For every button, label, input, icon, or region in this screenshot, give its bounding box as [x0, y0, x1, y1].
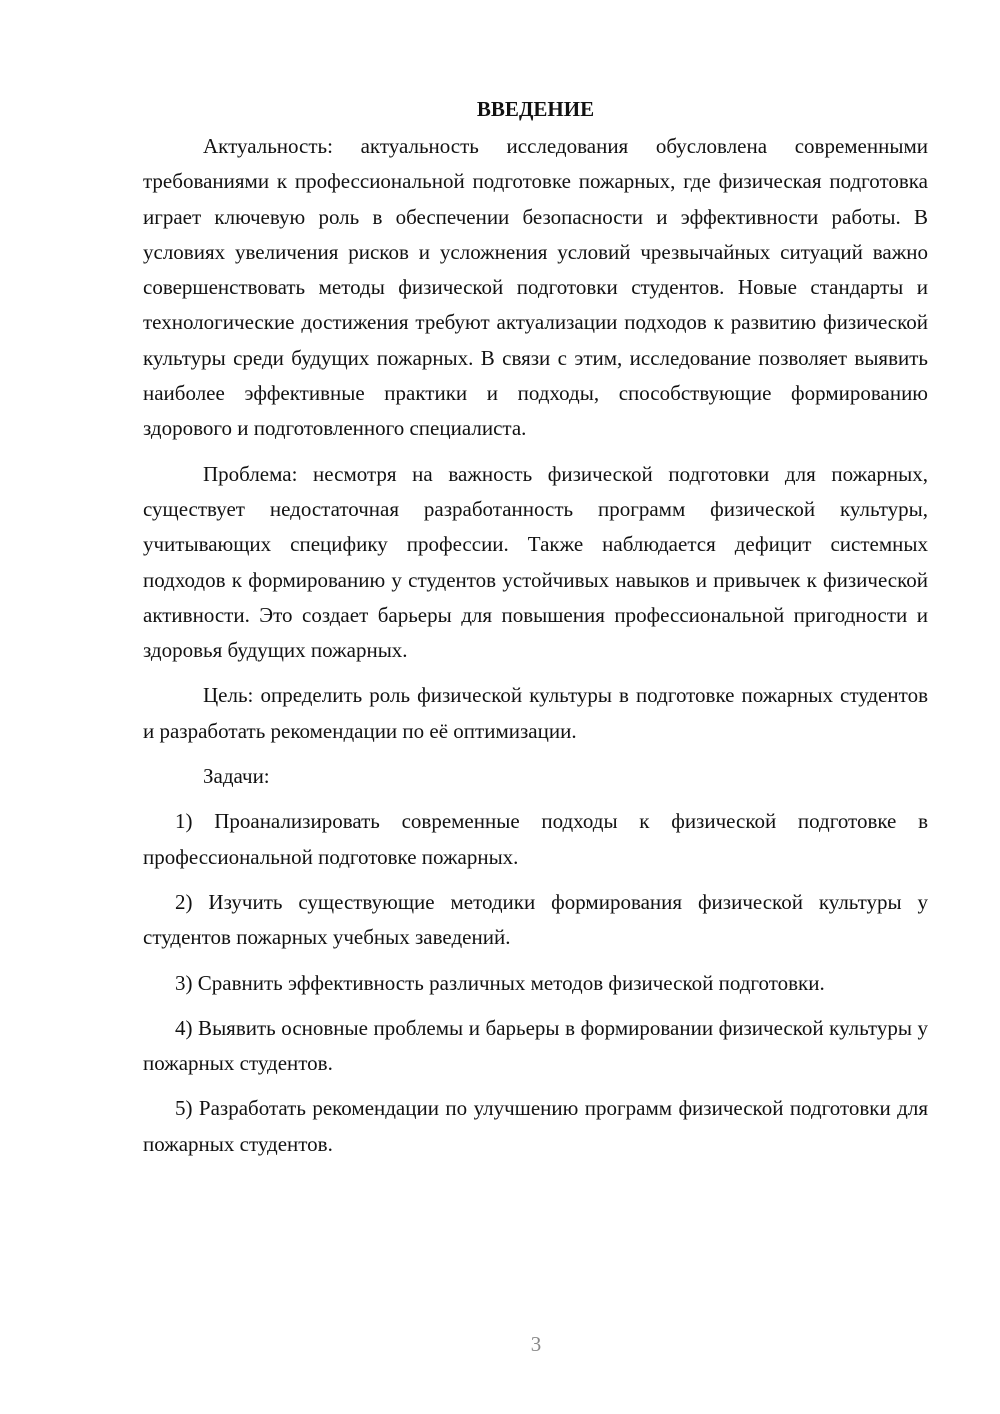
- page-number: 3: [530, 1332, 542, 1356]
- task-item-5: 5) Разработать рекомендации по улучшению программ физической подготовки для пожарных студентов.: [143, 1096, 928, 1156]
- task-item-1: 1) Проанализировать современные подходы к физической подготовке в профессиональной подготовке пожарных.: [143, 809, 928, 869]
- task-item-3: 3) Сравнить эффективность различных методов физической подготовки.: [175, 970, 825, 995]
- paragraph-relevance: Актуальность: актуальность исследования обусловлена современными требованиями к профессиональной подготовке пожарных, где физическая подготовка играет ключевую роль в обеспечении безопасности и эффективности работы. В условиях увеличения рисков и усложнения условий чрезвычайных ситуаций важно совершенствовать методы физической подготовки студентов. Новые стандарты и технологические достижения требуют актуализации подходов к развитию физической культуры среди будущих пожарных. В связи с этим, исследование позволяет выявить наиболее эффективные практики и подходы, способствующие формированию здорового и подготовленного специалиста.: [143, 134, 928, 441]
- document-page: [143, 92, 928, 1172]
- task-item-2: 2) Изучить существующие методики формирования физической культуры у студентов пожарных учебных заведений.: [143, 889, 928, 950]
- tasks-label: Задачи:: [203, 764, 270, 789]
- paragraph-goal: Цель: определить роль физической культуры в подготовке пожарных студентов и разработать рекомендации по её оптимизации.: [143, 683, 928, 743]
- section-title: ВВЕДЕНИЕ: [476, 97, 595, 121]
- task-item-4: 4) Выявить основные проблемы и барьеры в формировании физической культуры у пожарных студентов.: [143, 1015, 928, 1076]
- paragraph-problem: Проблема: несмотря на важность физической подготовки для пожарных, существует недостаточная разработанность программ физической культуры, учитывающих специфику профессии. Также наблюдается дефицит системных подходов к формированию у студентов устойчивых навыков и привычек к физической активности. Это создает барьеры для повышения профессиональной пригодности и здоровья будущих пожарных.: [143, 461, 928, 663]
